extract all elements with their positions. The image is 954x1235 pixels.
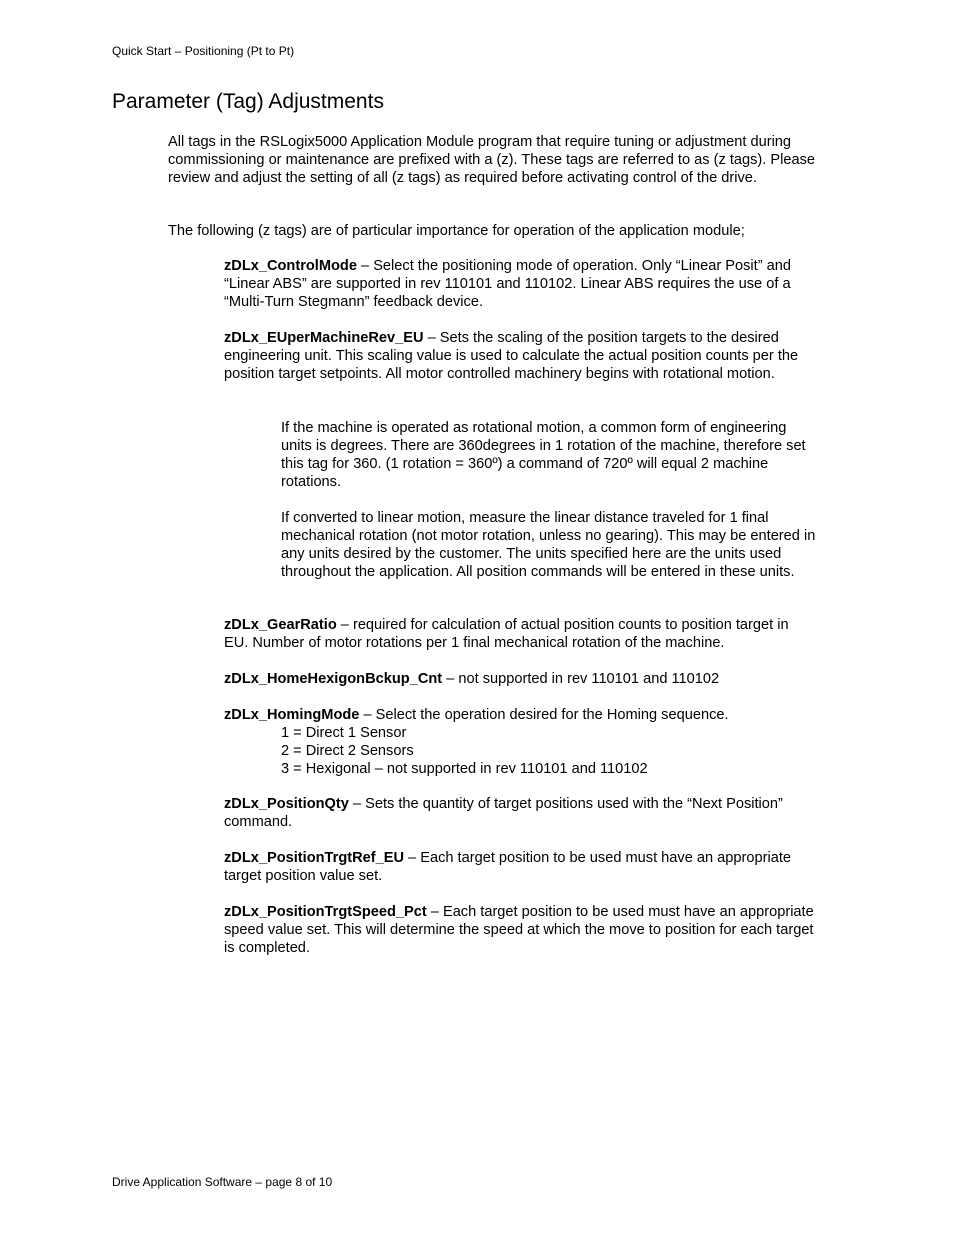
list-item: 1 = Direct 1 Sensor xyxy=(281,725,407,741)
homing-mode-options xyxy=(281,724,648,778)
page-header: Quick Start – Positioning (Pt to Pt) xyxy=(112,44,295,58)
tag-entry-homing-mode xyxy=(224,706,816,724)
intro-paragraph: All tags in the RSLogix5000 Application Module program that require tuning or adjustment during commissioning or maintenance are prefixed with a (z). These tags are referred to as (z tags). Please review and adjust the setting of all (z tags) as required before activating control of the drive. xyxy=(168,134,816,186)
linear-motion-note: If converted to linear motion, measure the linear distance traveled for 1 final mechanical rotation (not motor rotation, unless no gearing). This may be entered in any units desired by the customer. The units specified here are the units used throughout the application. All position commands will be entered in these units. xyxy=(281,510,816,580)
tag-description: – Select the operation desired for the Homing sequence. xyxy=(359,707,729,723)
page-title: Parameter (Tag) Adjustments xyxy=(112,90,384,113)
tag-entry-gear-ratio xyxy=(224,616,816,652)
tag-description: – Each target position to be used must have an appropriate target position value set. xyxy=(224,850,791,884)
tag-entry-home-hexigon xyxy=(224,670,816,688)
tag-description: – Each target position to be used must have an appropriate speed value set. This will determine the speed at which the move to position for each target is completed. xyxy=(224,904,814,956)
tag-name: zDLx_ControlMode xyxy=(224,258,357,274)
tag-entry-target-ref xyxy=(224,849,816,885)
intro-lead-in: The following (z tags) are of particular importance for operation of the application module; xyxy=(168,223,745,239)
tag-description: – not supported in rev 110101 and 110102 xyxy=(442,671,720,687)
tag-entry-eu-per-rev xyxy=(224,329,816,383)
tag-name: zDLx_PositionTrgtRef_EU xyxy=(224,850,405,866)
tag-name: zDLx_HomingMode xyxy=(224,707,360,723)
tag-entry-target-speed xyxy=(224,903,816,957)
tag-name: zDLx_EUperMachineRev_EU xyxy=(224,330,424,346)
rotational-motion-note: If the machine is operated as rotational motion, a common form of engineering units is degrees. There are 360degrees in 1 rotation of the machine, therefore set this tag for 360. (1 rotation = 360º) a command of 720º will equal 2 machine rotations. xyxy=(281,420,806,490)
tag-description: – Sets the quantity of target positions used with the “Next Position” command. xyxy=(224,796,783,830)
tag-description: – Select the positioning mode of operation. Only “Linear Posit” and “Linear ABS” are supported in rev 110101 and 110102. Linear ABS requires the use of a “Multi-Turn Stegmann” feedback device. xyxy=(224,258,791,310)
tag-name: zDLx_GearRatio xyxy=(224,617,337,633)
tag-name: zDLx_PositionQty xyxy=(224,796,349,812)
list-item: 3 = Hexigonal – not supported in rev 110101 and 110102 xyxy=(281,761,648,777)
tag-entry-position-qty xyxy=(224,795,816,831)
tag-description: – Sets the scaling of the position targets to the desired engineering unit. This scaling value is used to calculate the actual position counts per the position target setpoints. All motor controlled machinery begins with rotational motion. xyxy=(224,330,799,382)
list-item: 2 = Direct 2 Sensors xyxy=(281,743,414,759)
tag-description: – required for calculation of actual position counts to position target in EU. Number of motor rotations per 1 final mechanical rotation of the machine. xyxy=(224,617,789,651)
tag-entry-control-mode xyxy=(224,257,816,311)
tag-name: zDLx_HomeHexigonBckup_Cnt xyxy=(224,671,443,687)
page-footer: Drive Application Software – page 8 of 10 xyxy=(112,1175,333,1189)
tag-name: zDLx_PositionTrgtSpeed_Pct xyxy=(224,904,427,920)
